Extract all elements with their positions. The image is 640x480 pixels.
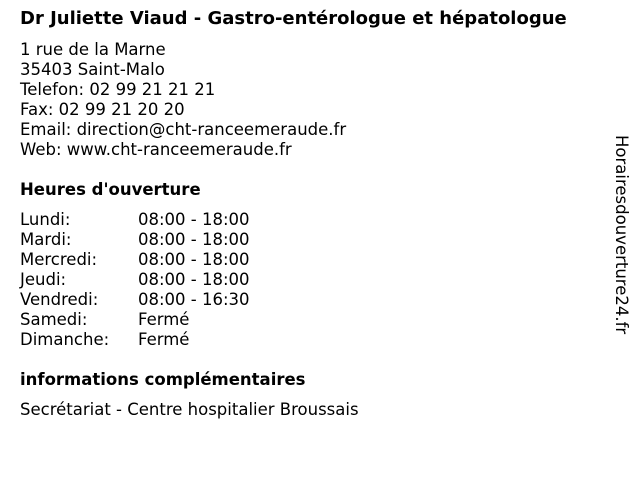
hours-row-wednesday — [20, 250, 592, 270]
city-address: 35403 Saint-Malo — [20, 60, 165, 79]
day-label: Vendredi: — [20, 290, 99, 309]
time-value: 08:00 - 18:00 — [138, 230, 250, 249]
day-label: Mercredi: — [20, 250, 98, 269]
day-label: Samedi: — [20, 310, 88, 329]
info-text: Secrétariat - Centre hospitalier Broussais — [20, 400, 359, 419]
time-value: 08:00 - 18:00 — [138, 270, 250, 289]
site-watermark: Horairesdouverture24.fr — [612, 135, 631, 335]
info-heading: informations complémentaires — [20, 370, 306, 389]
hours-row-tuesday — [20, 230, 592, 250]
hours-heading: Heures d'ouverture — [20, 180, 201, 199]
day-label: Lundi: — [20, 210, 71, 229]
day-label: Jeudi: — [20, 270, 67, 289]
day-label: Mardi: — [20, 230, 72, 249]
time-value: Fermé — [138, 310, 190, 329]
phone-number: Telefon: 02 99 21 21 21 — [20, 80, 216, 99]
hours-row-monday — [20, 210, 592, 230]
hours-row-thursday — [20, 270, 592, 290]
fax-number: Fax: 02 99 21 20 20 — [20, 100, 185, 119]
time-value: 08:00 - 18:00 — [138, 250, 250, 269]
practice-card — [20, 8, 592, 420]
day-label: Dimanche: — [20, 330, 110, 349]
hours-row-friday — [20, 290, 592, 310]
street-address: 1 rue de la Marne — [20, 40, 166, 59]
email-address: Email: direction@cht-ranceemeraude.fr — [20, 120, 347, 139]
time-value: 08:00 - 16:30 — [138, 290, 250, 309]
page-title: Dr Juliette Viaud - Gastro-entérologue et hépatologue — [20, 8, 567, 29]
contact-block — [20, 40, 592, 160]
time-value: 08:00 - 18:00 — [138, 210, 250, 229]
hours-row-sunday — [20, 330, 592, 350]
time-value: Fermé — [138, 330, 190, 349]
hours-table — [20, 210, 592, 350]
hours-row-saturday — [20, 310, 592, 330]
website: Web: www.cht-ranceemeraude.fr — [20, 140, 292, 159]
